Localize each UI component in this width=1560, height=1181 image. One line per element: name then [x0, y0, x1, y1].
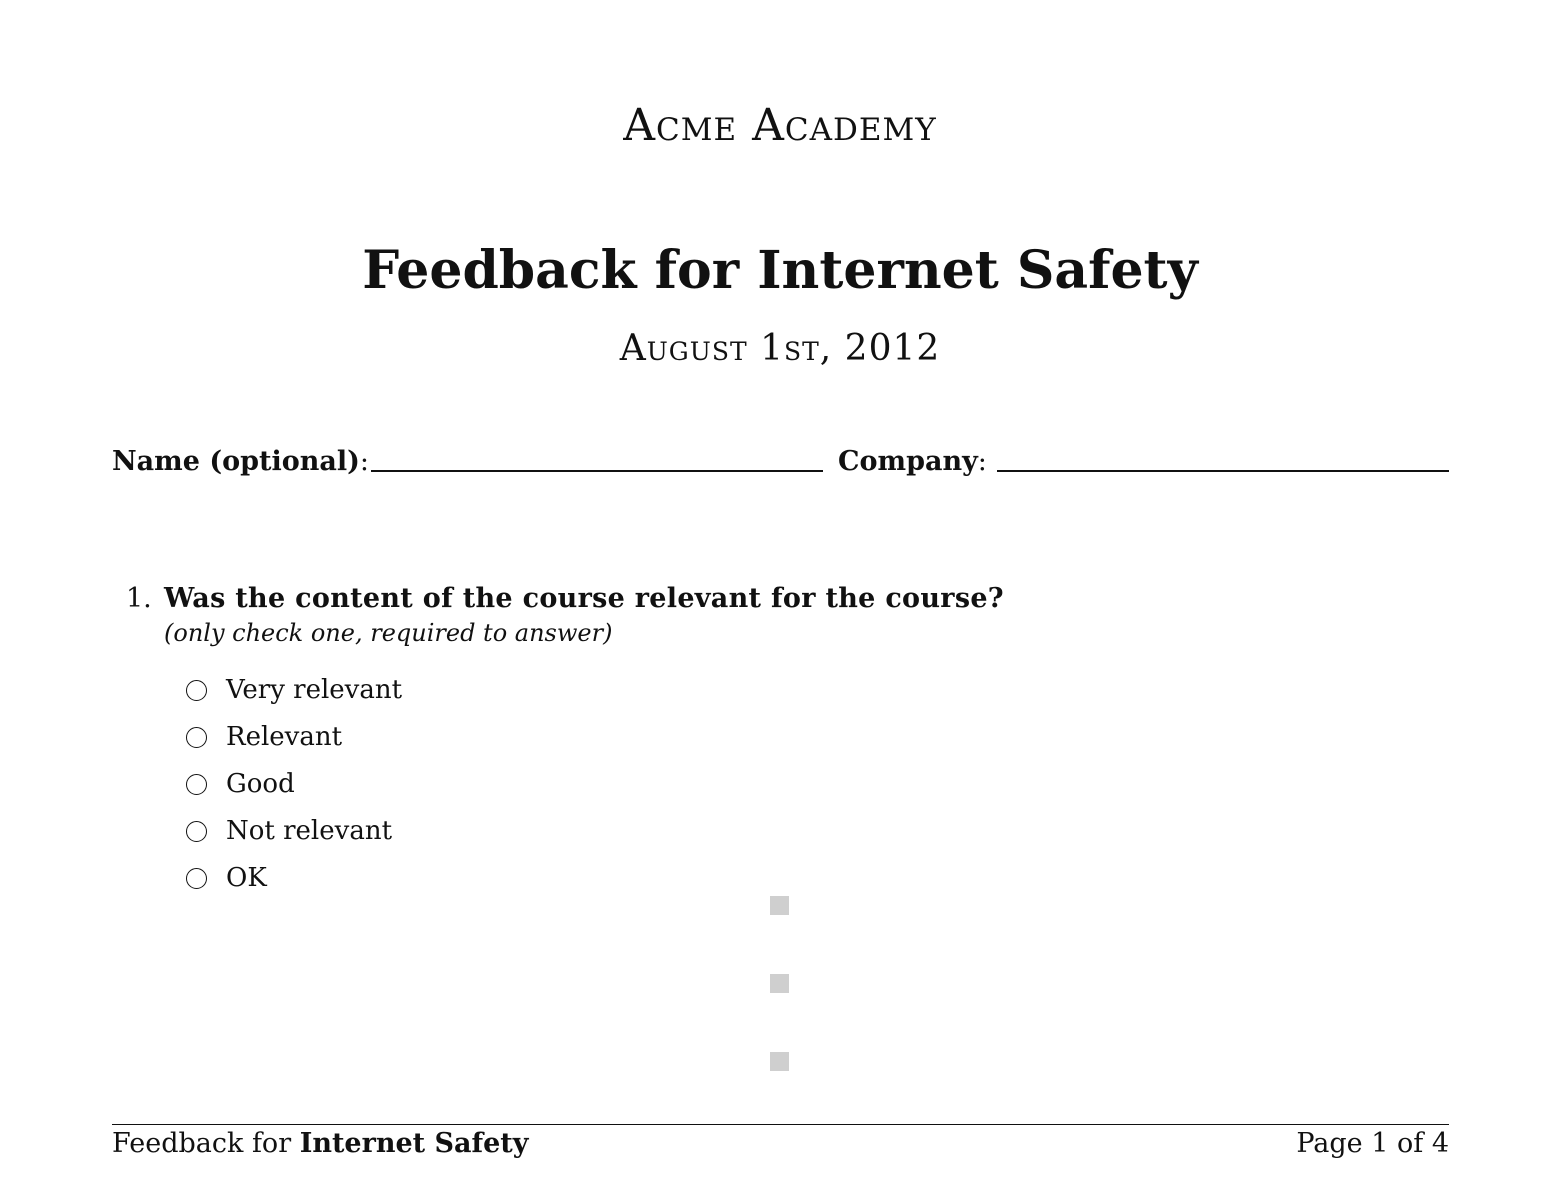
option-label: OK: [226, 863, 267, 893]
company-label-colon: :: [977, 446, 987, 477]
radio-button[interactable]: [186, 774, 207, 795]
footer-course-title: Internet Safety: [299, 1128, 529, 1159]
radio-button[interactable]: [186, 727, 207, 748]
continuation-dot: [770, 1052, 789, 1071]
form-title: Feedback for Internet Safety: [362, 240, 1198, 301]
radio-button[interactable]: [186, 680, 207, 701]
continuation-dot: [770, 896, 789, 915]
option-label: Relevant: [226, 722, 343, 752]
company-input-line[interactable]: [997, 470, 1449, 472]
continuation-dot: [770, 974, 789, 993]
question-number: 1.: [126, 583, 152, 614]
company-label-text: Company: [838, 446, 978, 477]
name-label-text: Name (optional): [112, 446, 360, 477]
form-date: August 1st, 2012: [619, 328, 941, 369]
option-label: Very relevant: [226, 675, 403, 705]
company-field-label: [838, 446, 987, 477]
option-label: Good: [226, 769, 295, 799]
institution-name: Acme Academy: [623, 100, 937, 151]
name-label-colon: :: [359, 446, 369, 477]
footer-divider: [112, 1124, 1449, 1125]
question-text: Was the content of the course relevant for the course?: [164, 583, 1004, 614]
option-label: Not relevant: [226, 816, 393, 846]
question-hint: (only check one, required to answer): [164, 619, 613, 647]
footer-title: [112, 1128, 528, 1159]
radio-button[interactable]: [186, 868, 207, 889]
name-field-label: [112, 446, 369, 477]
page-number: Page 1 of 4: [1296, 1128, 1449, 1159]
footer-prefix: Feedback for: [112, 1128, 292, 1159]
continuation-marker: [770, 896, 789, 1130]
radio-button[interactable]: [186, 821, 207, 842]
respondent-fields: [112, 446, 1449, 486]
name-input-line[interactable]: [371, 470, 823, 472]
